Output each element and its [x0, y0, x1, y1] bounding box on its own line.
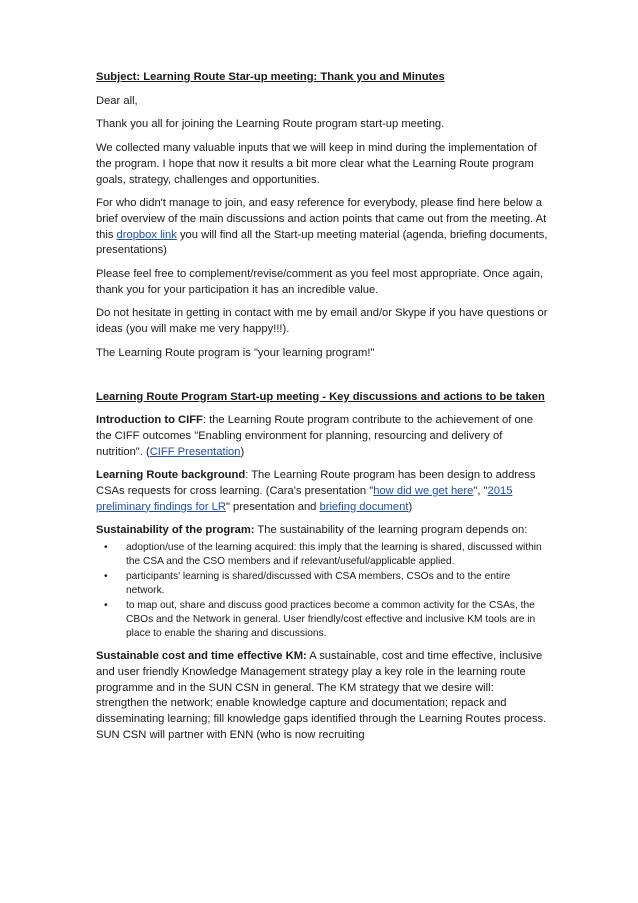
subject-line: Subject: Learning Route Star-up meeting: Thank you and Minutes [96, 71, 445, 83]
how-did-we-get-here-link[interactable]: how did we get here [373, 485, 474, 498]
sustainability-text: The sustainability of the learning program depends on: [254, 524, 528, 537]
paragraph-feedback: Please feel free to complement/revise/comment as you feel most appropriate. Once again, thank you for your participation it has an incredible value. [96, 268, 544, 296]
section-title: Learning Route Program Start-up meeting - Key discussions and actions to be taken [96, 390, 545, 403]
list-item: • participants' learning is shared/discussed with CSA members, CSOs and to the entire network. [104, 571, 511, 597]
spacer [96, 370, 548, 390]
paragraph-program: The Learning Route program is "your learning program!" [96, 346, 375, 359]
ciff-label: Introduction to CIFF [96, 414, 203, 427]
bullet-icon: • [104, 571, 108, 583]
briefing-document-link[interactable]: briefing document [319, 500, 409, 513]
ciff-end: ) [240, 445, 245, 458]
list-item: • to map out, share and discuss good practices become a common activity for the CSAs, the CBOs and the Network in general. User friendly/cost effective and inclusive KM tools are in place to enable the sharing and discussions. [104, 600, 536, 640]
bullet-icon: • [104, 542, 108, 554]
ciff-presentation-link[interactable]: CIFF Presentation [149, 445, 241, 458]
paragraph-thanks: Thank you all for joining the Learning Route program start-up meeting. [96, 118, 445, 131]
background-end: ) [408, 500, 413, 513]
paragraph-contact: Do not hesitate in getting in contact with me by email and/or Skype if you have questions or ideas (you will make me very happy!!!). [96, 307, 548, 336]
bullet-icon: • [104, 600, 108, 612]
background-mid1: ", " [473, 485, 488, 498]
background-mid2: " presentation and [225, 500, 320, 513]
greeting: Dear all, [96, 94, 138, 107]
paragraph-overview [96, 196, 548, 259]
sustainability-label: Sustainability of the program: [96, 524, 255, 537]
paragraph-inputs: We collected many valuable inputs that we will keep in mind during the implementation of the program. I hope that now it results a bit more clear what the Learning Route program goals, strategy, challenges and opportunities. [96, 142, 537, 186]
paragraph-ciff [96, 413, 548, 460]
paragraph-sustainability [96, 523, 548, 539]
background-text: : The Learning Route program has been design to address CSAs requests for cross learning. (Cara's presentation " [96, 469, 536, 498]
preliminary-findings-link[interactable]: 2015 preliminary findings for LR [96, 485, 513, 513]
km-label: Sustainable cost and time effective KM: [96, 650, 307, 663]
background-label: Learning Route background [96, 469, 246, 482]
paragraph-background [96, 468, 548, 515]
overview-text-before: For who didn't manage to join, and easy reference for everybody, please find here below a brief overview of the main discussions and action points that came out from the meeting. At this [96, 197, 547, 241]
ciff-text: : the Learning Route program contribute to the achievement of one the CIFF outcomes "Enabling environment for planning, resourcing and delivery of nutrition". ( [96, 414, 534, 458]
overview-text-after: you will find all the Start-up meeting material (agenda, briefing documents, presentations) [96, 228, 548, 257]
km-text: A sustainable, cost and time effective, inclusive and user friendly Knowledge Management strategy play a key role in the learning route programme and in the SUN CSN in general. The KM strategy that we desire will: strengthen the network; enable knowledge capture and documentation; repack and disseminating learning; fill knowledge gaps identified through the Learning Routes process. SUN CSN will partner with ENN (who is now recruiting [96, 650, 547, 741]
sustainability-list [96, 541, 548, 641]
list-item: • adoption/use of the learning acquired: this imply that the learning is shared, discussed within the CSA and the CSO members and if relevant/useful/applicable applied. [104, 542, 542, 568]
paragraph-km [96, 649, 548, 743]
document-page [96, 70, 548, 751]
dropbox-link[interactable]: dropbox link [116, 228, 177, 241]
